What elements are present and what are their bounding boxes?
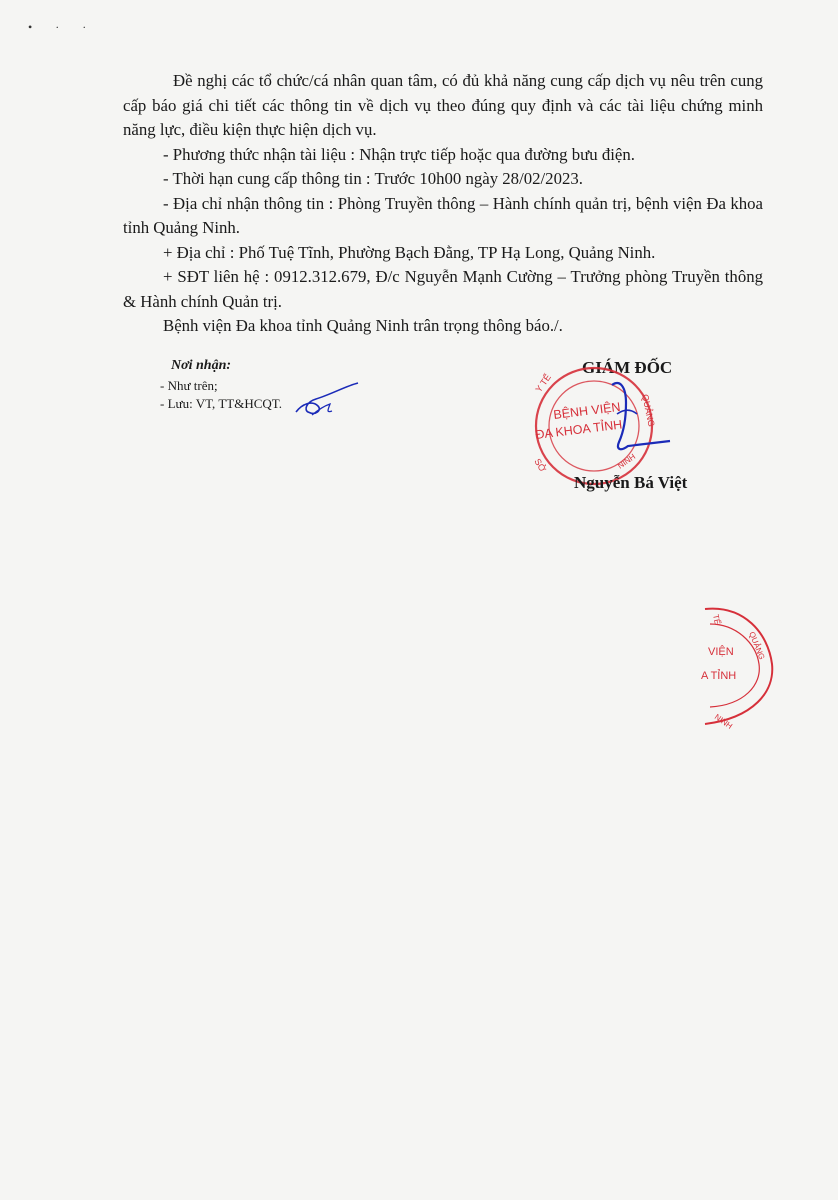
signer-name: Nguyễn Bá Việt: [574, 473, 688, 492]
edge-stamp-ring-right: QUẢNG: [747, 630, 767, 661]
paragraph-receipt-method: - Phương thức nhận tài liệu : Nhận trực tiếp hoặc qua đường bưu điện.: [163, 144, 635, 164]
stamp-ring-right: QUẢNG: [640, 393, 657, 428]
edge-stamp-line-1: VIỆN: [708, 646, 734, 658]
recipient-item: - Lưu: VT, TT&HCQT.: [160, 396, 282, 411]
body-text: [123, 69, 763, 339]
signer-title: GIÁM ĐỐC: [582, 358, 673, 377]
edge-stamp-ring-bottom: NINH: [712, 712, 735, 731]
paragraph-deadline: - Thời hạn cung cấp thông tin : Trước 10h00 ngày 28/02/2023.: [163, 169, 583, 188]
stamp-line-2: ĐA KHOA TỈNH: [534, 417, 624, 442]
paragraph-contact: + SĐT liên hệ : 0912.312.679, Đ/c Nguyễn Mạnh Cường – Trưởng phòng Truyền thông & Hành chính Quản trị.: [123, 267, 763, 311]
edge-red-stamp: [698, 597, 778, 732]
paragraph-address: + Địa chỉ : Phố Tuệ Tĩnh, Phường Bạch Đằng, TP Hạ Long, Quảng Ninh.: [163, 242, 656, 262]
small-signature-mark: [288, 382, 360, 424]
recipients-title: Nơi nhận:: [171, 358, 232, 373]
paragraph-request: Đề nghị các tổ chức/cá nhân quan tâm, có đủ khả năng cung cấp dịch vụ nêu trên cung cấp báo giá chi tiết các thông tin về dịch vụ theo đúng quy định và các tài liệu chứng minh năng lực, điều kiện thực hiện dịch vụ.: [123, 71, 763, 139]
paragraph-closing: Bệnh viện Đa khoa tỉnh Quảng Ninh trân trọng thông báo./.: [163, 316, 563, 335]
edge-stamp-ring-top: TẾ: [711, 613, 722, 626]
paragraph-receiving-address: - Địa chỉ nhận thông tin : Phòng Truyền thông – Hành chính quản trị, bệnh viện Đa khoa tỉnh Quảng Ninh.: [123, 193, 763, 237]
stamp-ring-bottom-left: SỞ: [532, 456, 549, 474]
stamp-ring-top: Y TẾ: [533, 372, 553, 395]
scan-artifact-dots: • · ·: [28, 20, 97, 34]
stamp-line-1: BỆNH VIỆN: [552, 399, 622, 422]
edge-stamp-line-2: A TỈNH: [701, 670, 737, 682]
recipients-section: [160, 357, 282, 413]
stamp-ring-bottom: NINH: [615, 452, 638, 471]
recipient-item: - Như trên;: [160, 378, 218, 393]
